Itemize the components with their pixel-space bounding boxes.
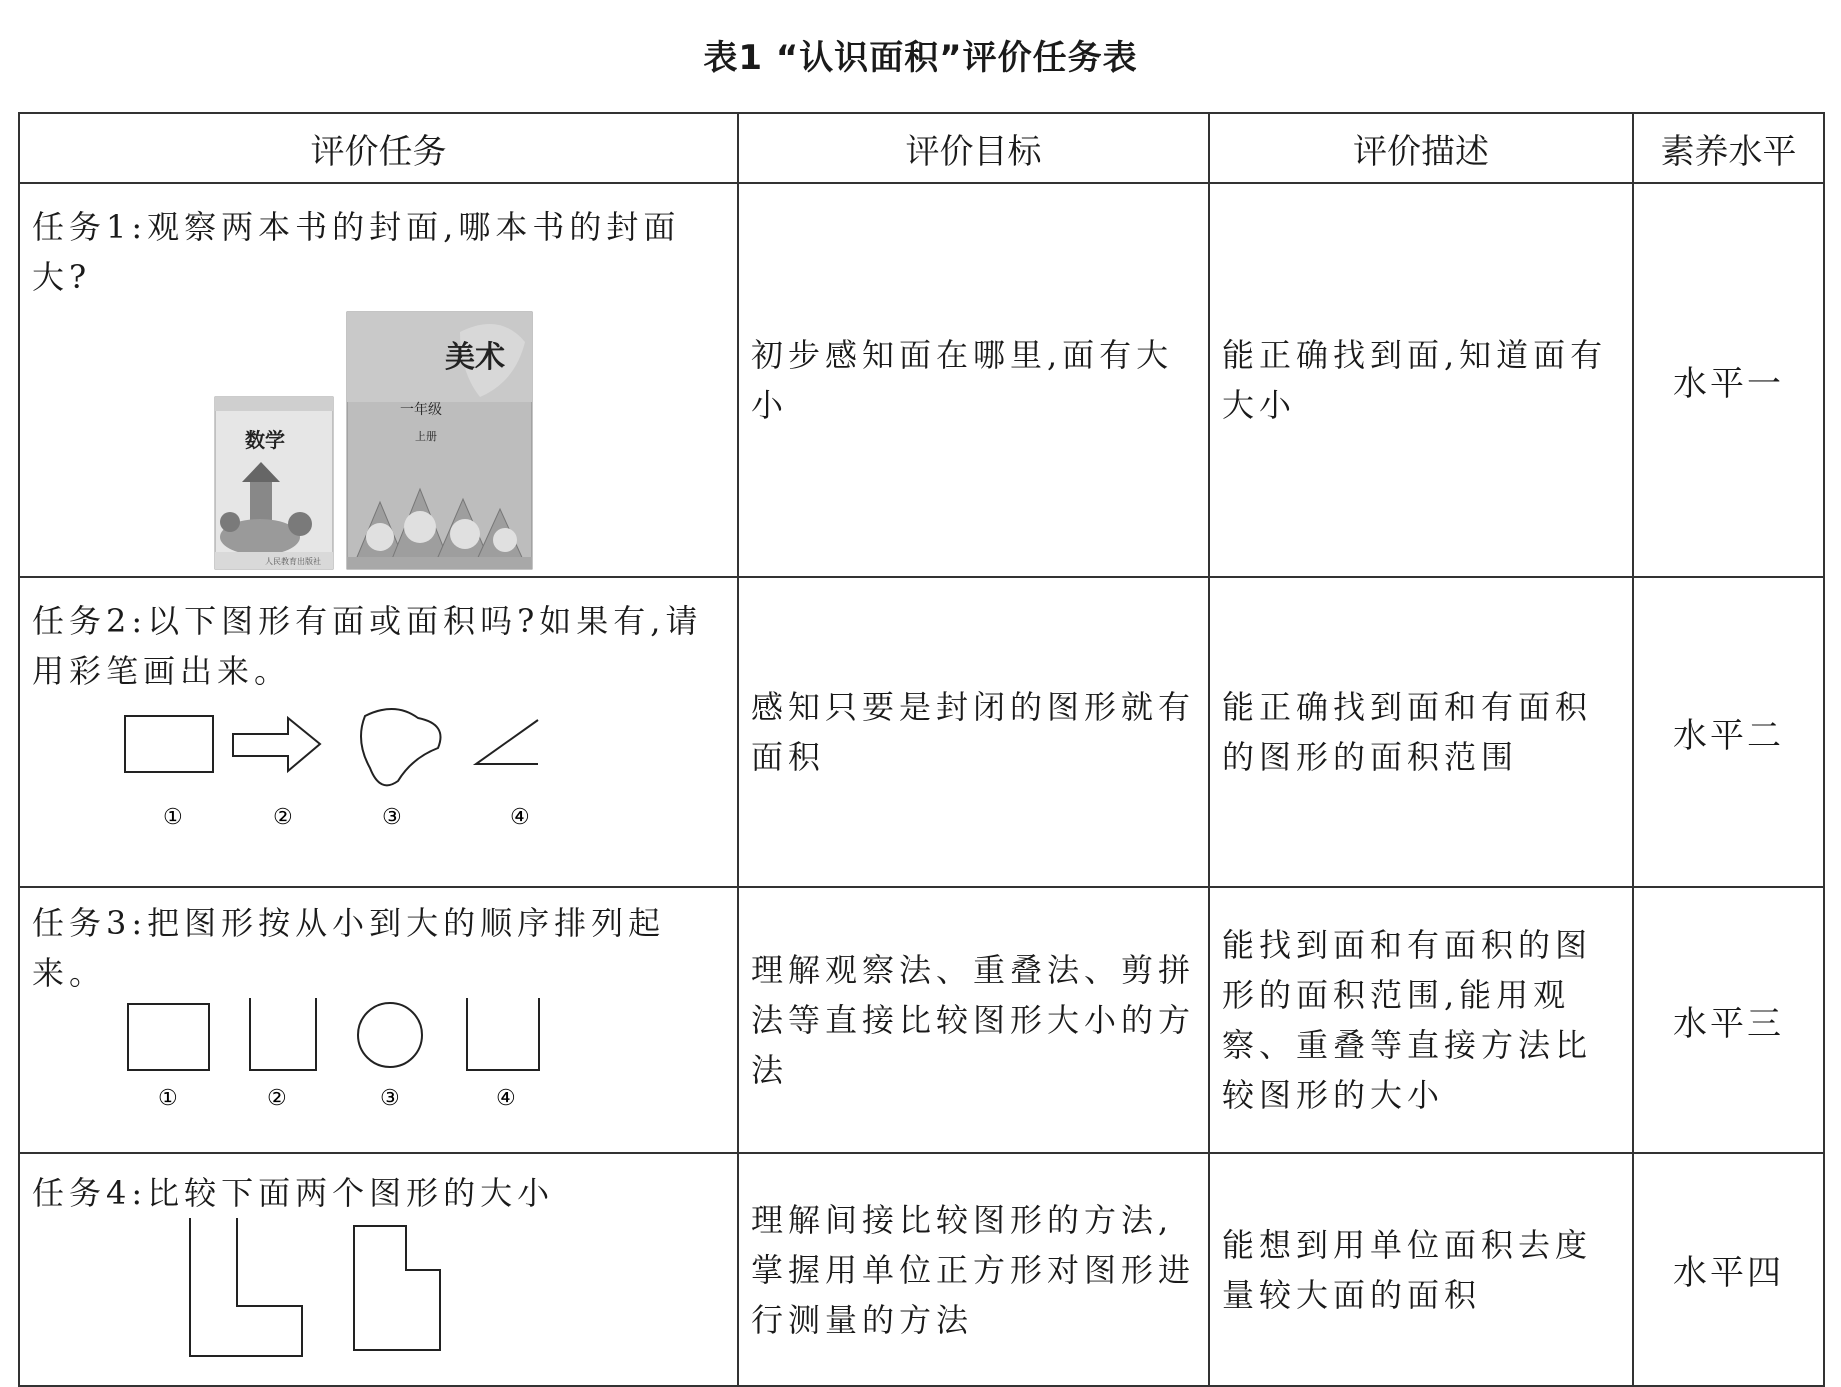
table-row (19, 183, 1824, 577)
task-text: 任务3:把图形按从小到大的顺序排列起来。 (32, 904, 666, 992)
description-text: 能想到用单位面积去度量较大面的面积 (1222, 1225, 1593, 1314)
task-cell (19, 1153, 738, 1386)
math-book-cover (215, 397, 333, 569)
figure-label: ③ (382, 805, 402, 830)
description-cell (1209, 887, 1633, 1153)
header-task: 评价任务 (19, 113, 738, 183)
goal-text: 感知只要是封闭的图形就有面积 (751, 688, 1196, 776)
goal-text: 理解观察法、重叠法、剪拼法等直接比较图形大小的方法 (751, 951, 1196, 1089)
task-text: 任务4:比较下面两个图形的大小 (32, 1174, 555, 1212)
circle-shape (358, 1003, 422, 1067)
book-covers-figure (20, 302, 737, 576)
description-text: 能正确找到面和有面积的图形的面积范围 (1222, 688, 1593, 776)
description-cell (1209, 183, 1633, 577)
art-book-volume: 上册 (415, 430, 437, 443)
math-book-publisher: 人民教育出版社 (265, 557, 321, 566)
angle-shape (476, 720, 538, 764)
arrow-shape (233, 718, 320, 771)
figure-label: ④ (496, 1086, 516, 1111)
header-level: 素养水平 (1633, 113, 1824, 183)
goal-cell (738, 887, 1209, 1153)
table-row (19, 1153, 1824, 1386)
table-row (19, 887, 1824, 1153)
page-title: 表1 “认识面积”评价任务表 (703, 38, 1138, 78)
header-description: 评价描述 (1209, 113, 1633, 183)
l-shape-large (190, 1218, 302, 1356)
book-covers-image (20, 302, 735, 572)
description-text: 能正确找到面,知道面有大小 (1222, 336, 1608, 424)
tall-rectangle-shape (250, 998, 316, 1070)
shapes-figure-2 (20, 696, 735, 866)
irregular-closed-shape (361, 709, 441, 785)
level-cell: 水平三 (1633, 887, 1824, 1153)
figure-label: ④ (510, 805, 530, 830)
figure-label: ② (273, 805, 293, 830)
goal-text: 理解间接比较图形的方法,掌握用单位正方形对图形进行测量的方法 (751, 1200, 1196, 1339)
goal-cell (738, 183, 1209, 577)
description-text: 能找到面和有面积的图形的面积范围,能用观察、重叠等直接方法比较图形的大小 (1222, 926, 1593, 1114)
level-cell: 水平四 (1633, 1153, 1824, 1386)
evaluation-table (18, 112, 1825, 1387)
header-row (19, 113, 1824, 183)
header-goal: 评价目标 (738, 113, 1209, 183)
goal-cell (738, 1153, 1209, 1386)
level-cell: 水平二 (1633, 577, 1824, 887)
level-cell: 水平一 (1633, 183, 1824, 577)
figure-label: ② (267, 1086, 287, 1111)
l-shape-small (354, 1226, 440, 1350)
rectangle-shape (128, 1004, 209, 1070)
figure-label: ① (163, 805, 183, 830)
goal-cell (738, 577, 1209, 887)
shapes-figure-3 (20, 998, 735, 1148)
task-cell (19, 887, 738, 1153)
art-book-title: 美术 (445, 340, 505, 375)
description-cell (1209, 1153, 1633, 1386)
shapes-figure-4 (20, 1218, 735, 1378)
description-cell (1209, 577, 1633, 887)
figure-label: ① (158, 1086, 178, 1111)
math-book-title: 数学 (245, 428, 285, 452)
rectangle-shape (125, 716, 213, 772)
task-text: 任务1:观察两本书的封面,哪本书的封面大? (32, 208, 681, 296)
square-shape (467, 998, 539, 1070)
art-book-cover (347, 312, 532, 569)
art-book-grade: 一年级 (400, 402, 442, 418)
table-row (19, 577, 1824, 887)
figure-label: ③ (380, 1086, 400, 1111)
goal-text: 初步感知面在哪里,面有大小 (751, 336, 1174, 424)
task-cell (19, 183, 738, 577)
task-text: 任务2:以下图形有面或面积吗?如果有,请用彩笔画出来。 (32, 602, 703, 690)
task-cell (19, 577, 738, 887)
